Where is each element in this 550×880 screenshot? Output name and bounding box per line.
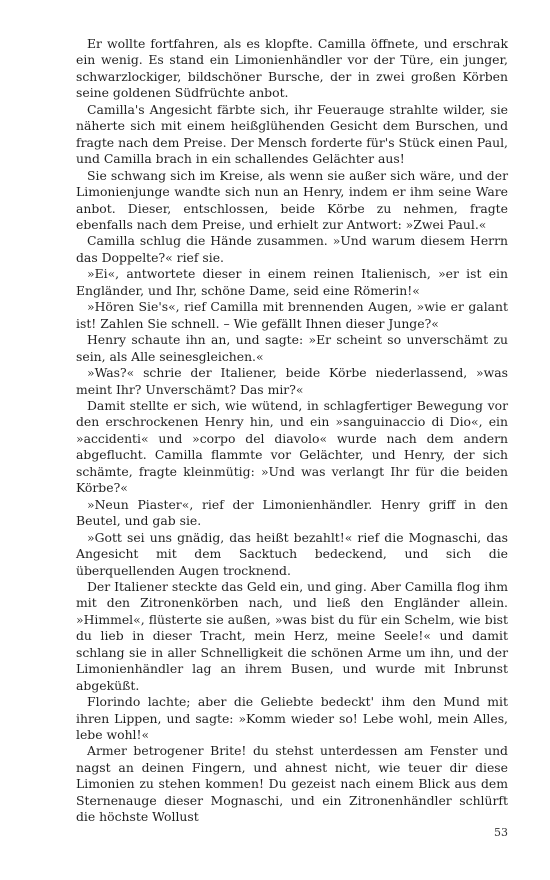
paragraph: Florindo lachte; aber die Geliebte bedeckt' ihm den Mund mit ihren Lippen, und sagte: »Komm wieder so! Lebe wohl, mein Alles, lebe wohl!« <box>76 694 508 743</box>
paragraph: Henry schaute ihn an, und sagte: »Er scheint so unverschämt zu sein, als Alle seinesgleichen.« <box>76 332 508 364</box>
page-number: 53 <box>494 826 508 839</box>
paragraph: »Hören Sie's«, rief Camilla mit brennenden Augen, »wie er galant ist! Zahlen Sie schnell. – Wie gefällt Ihnen dieser Junge?« <box>76 299 508 331</box>
paragraph: Damit stellte er sich, wie wütend, in schlagfertiger Bewegung vor den erschrockenen Henry hin, und ein »sanguinaccio di Dio«, ein »accidenti« und »corpo del diavolo« wurde nach dem andern abgeflucht. Camilla flammte vor Gelächter, und Henry, der sich schämte, fragte kleinmütig: »Und was verlangt Ihr für die beiden Körbe?« <box>76 397 508 496</box>
paragraph: »Neun Piaster«, rief der Limonienhändler. Henry griff in den Beutel, und gab sie. <box>76 496 508 529</box>
paragraph: Sie schwang sich im Kreise, als wenn sie außer sich wäre, und der Limonienjunge wandte sich nun an Henry, indem er ihm seine Ware anbot. Dieser, entschlossen, beide Körbe zu nehmen, fragte ebenfalls nach dem Preise, und erhielt zur Antwort: »Zwei Paul.« <box>76 167 508 232</box>
paragraph: Armer betrogener Brite! du stehst unterdessen am Fenster und nagst an deinen Fingern, und ahnest nicht, wie teuer dir diese Limonien zu stehen kommen! Du gezeist nach einem Blick aus dem Sternenauge dieser Mognaschi, und ein Zitronenhändler schlürft die höchste Wollust <box>76 743 508 825</box>
paragraph: »Was?« schrie der Italiener, beide Körbe niederlassend, »was meint Ihr? Unverschämt? Das mir?« <box>76 365 508 397</box>
paragraph: »Gott sei uns gnädig, das heißt bezahlt!« rief die Mognaschi, das Angesicht mit dem Sacktuch bedeckend, und sich die überquellenden Augen trocknend. <box>76 529 508 578</box>
paragraph: Camilla schlug die Hände zusammen. »Und warum diesem Herrn das Doppelte?« rief sie. <box>76 233 508 265</box>
paragraph: Er wollte fortfahren, als es klopfte. Camilla öffnete, und erschrak ein wenig. Es stand ein Limonienhändler vor der Türe, ein junger, schwarzlockiger, bildschöner Bursche, der in zwei großen Körben seine goldenen Südfrüchte anbot. <box>76 36 508 101</box>
paragraph: Der Italiener steckte das Geld ein, und ging. Aber Camilla flog ihm mit den Zitronenkörben nach, und ließ den Engländer allein. »Himmel«, flüsterte sie außen, »was bist du für ein Schelm, wie bist du lieb in dieser Tracht, mein Herz, meine Seele!« und damit schlang sie in aller Schnelligkeit die schönen Arme um ihn, und der Limonienhändler lag an ihrem Busen, und wurde mit Inbrunst abgeküßt. <box>76 578 508 693</box>
body-text <box>76 36 508 826</box>
paragraph: Camilla's Angesicht färbte sich, ihr Feuerauge strahlte wilder, sie näherte sich mit einem heißglühenden Gesicht dem Burschen, und fragte nach dem Preise. Der Mensch forderte für's Stück einen Paul, und Camilla brach in ein schallendes Gelächter aus! <box>76 101 508 167</box>
paragraph: »Ei«, antwortete dieser in einem reinen Italienisch, »er ist ein Engländer, und Ihr, schöne Dame, seid eine Römerin!« <box>76 266 508 298</box>
